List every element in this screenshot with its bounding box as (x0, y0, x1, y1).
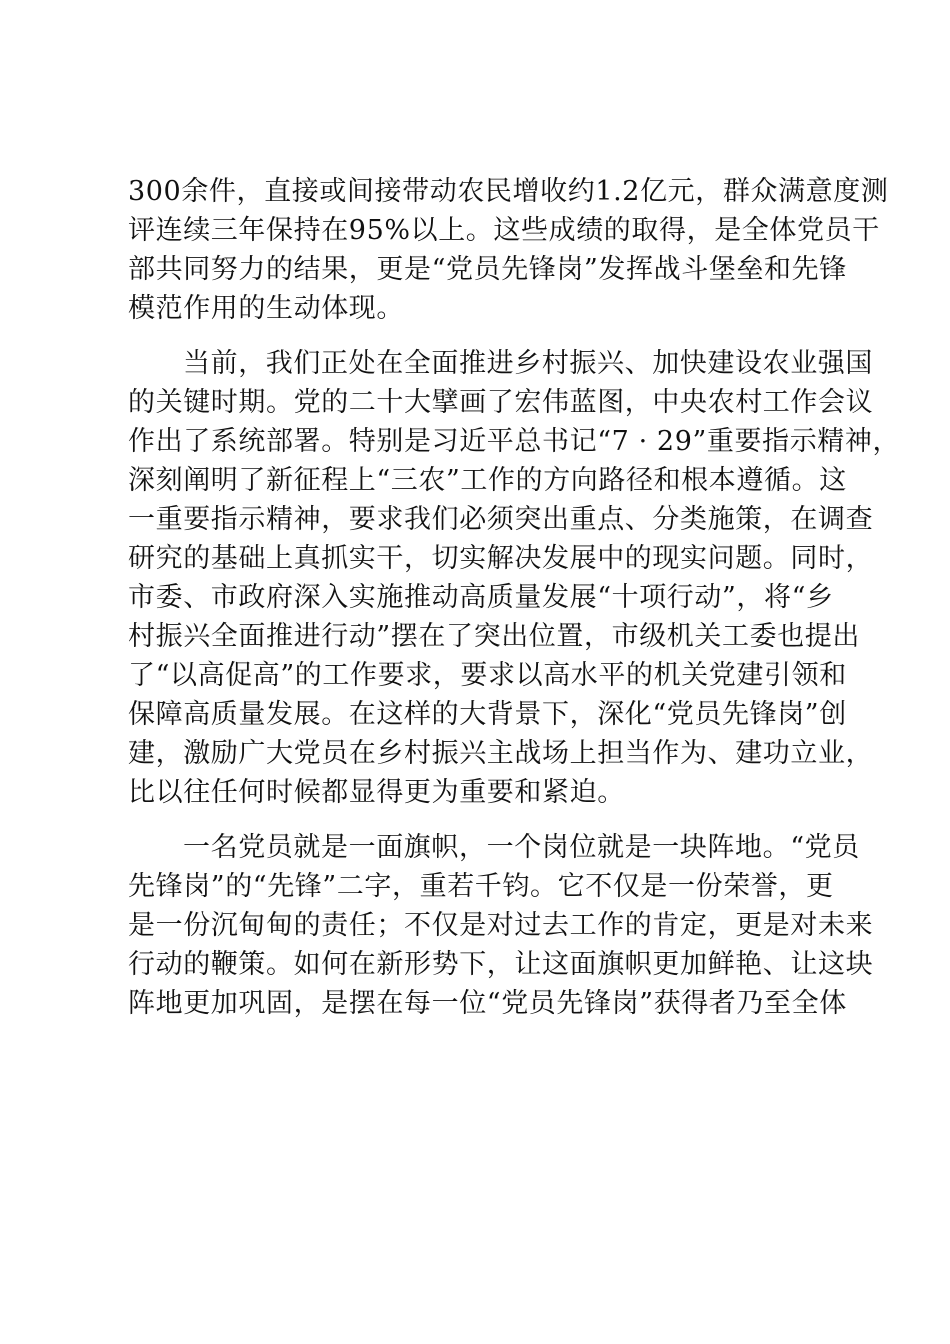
text-line: 评连续三年保持在95%以上。这些成绩的取得，是全体党员干 (128, 215, 880, 246)
text-line: 阵地更加巩固，是摆在每一位“党员先锋岗”获得者乃至全体 (128, 988, 847, 1019)
text-line: 行动的鞭策。如何在新形势下，让这面旗帜更加鲜艳、让这块 (128, 949, 874, 980)
text-line: 了“以高促高”的工作要求，要求以高水平的机关党建引领和 (128, 660, 847, 691)
text-line: 的关键时期。党的二十大擘画了宏伟蓝图，中央农村工作会议 (128, 387, 874, 418)
text-line: 深刻阐明了新征程上“三农”工作的方向路径和根本遵循。这 (128, 465, 847, 496)
paragraph-3 (128, 828, 874, 1023)
text-line: 作出了系统部署。特别是习近平总书记“7 · 29”重要指示精神， (128, 426, 901, 457)
paragraph-2 (128, 344, 901, 812)
text-line: 保障高质量发展。在这样的大背景下，深化“党员先锋岗”创 (128, 699, 847, 730)
text-line: 研究的基础上真抓实干，切实解决发展中的现实问题。同时， (128, 543, 874, 574)
text-line: 部共同努力的结果，更是“党员先锋岗”发挥战斗堡垒和先锋 (128, 254, 847, 285)
text-line: 一名党员就是一面旗帜，一个岗位就是一块阵地。“党员 (183, 832, 860, 863)
text-line: 比以往任何时候都显得更为重要和紧迫。 (128, 777, 625, 808)
text-line: 300余件，直接或间接带动农民增收约1.2亿元，群众满意度测 (128, 176, 889, 207)
text-line: 村振兴全面推进行动”摆在了突出位置，市级机关工委也提出 (128, 621, 861, 652)
paragraph-1 (128, 172, 889, 328)
text-line: 一重要指示精神，要求我们必须突出重点、分类施策，在调查 (128, 504, 874, 535)
text-line: 先锋岗”的“先锋”二字，重若千钧。它不仅是一份荣誉，更 (128, 871, 834, 902)
text-line: 模范作用的生动体现。 (128, 293, 404, 324)
text-line: 建，激励广大党员在乡村振兴主战场上担当作为、建功立业， (128, 738, 874, 769)
text-line: 当前，我们正处在全面推进乡村振兴、加快建设农业强国 (183, 348, 873, 379)
text-line: 市委、市政府深入实施推动高质量发展“十项行动”，将“乡 (128, 582, 834, 613)
document-body (128, 172, 901, 1023)
text-line: 是一份沉甸甸的责任；不仅是对过去工作的肯定，更是对未来 (128, 910, 874, 941)
